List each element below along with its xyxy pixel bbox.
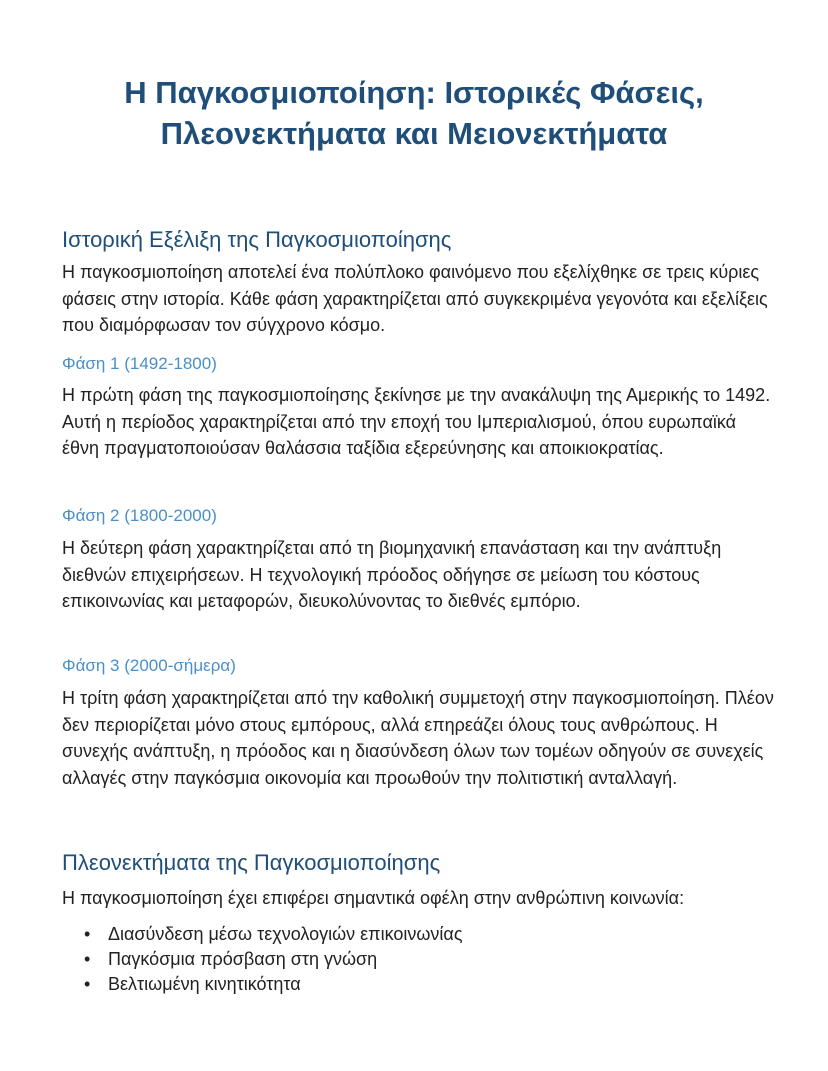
phase-3-heading: Φάση 3 (2000-σήμερα) [62,656,236,675]
document-title-line-1: Η Παγκοσμιοποίηση: Ιστορικές Φάσεις, [124,75,704,110]
list-item [62,947,463,972]
phase-1-heading: Φάση 1 (1492-1800) [62,354,217,373]
advantages-list [62,922,463,997]
bullet-icon: • [84,974,91,994]
phase-1-paragraph: Η πρώτη φάση της παγκοσμιοποίησης ξεκίνησε με την ανακάλυψη της Αμερικής το 1492. Αυτή η περίοδος χαρακτηρίζεται από την εποχή του Ιμπεριαλισμού, όπου ευρωπαϊκά έθνη πραγματοποιούσαν θαλάσσια ταξίδια εξερεύνησης και αποικιοκρατίας. [62,385,771,458]
advantages-intro-paragraph: Η παγκοσμιοποίηση έχει επιφέρει σημαντικά οφέλη στην ανθρώπινη κοινωνία: [62,888,685,908]
list-item [62,972,463,997]
bullet-icon: • [84,924,91,944]
list-item [62,922,463,947]
list-item-text: Παγκόσμια πρόσβαση στη γνώση [108,949,378,969]
phase-2-paragraph: Η δεύτερη φάση χαρακτηρίζεται από τη βιομηχανική επανάσταση και την ανάπτυξη διεθνών επιχειρήσεων. Η τεχνολογική πρόοδος οδήγησε σε μείωση του κόστους επικοινωνίας και μεταφορών, διευκολύνοντας το διεθνές εμπόριο. [62,538,722,611]
history-section-heading: Ιστορική Εξέλιξη της Παγκοσμιοποίησης [62,227,452,252]
phase-3-paragraph: Η τρίτη φάση χαρακτηρίζεται από την καθολική συμμετοχή στην παγκοσμιοποίηση. Πλέον δεν περιορίζεται μόνο στους εμπόρους, αλλά επηρεάζει όλους τους ανθρώπους. Η συνεχής ανάπτυξη, η πρόοδος και η διασύνδεση όλων των τομέων οδηγούν σε συνεχείς αλλαγές στην παγκόσμια οικονομία και προωθούν την πολιτιστική ανταλλαγή. [62,688,774,788]
bullet-icon: • [84,949,91,969]
history-intro-paragraph: Η παγκοσμιοποίηση αποτελεί ένα πολύπλοκο φαινόμενο που εξελίχθηκε σε τρεις κύριες φάσεις στην ιστορία. Κάθε φάση χαρακτηρίζεται από συγκεκριμένα γεγονότα και εξελίξεις που διαμόρφωσαν τον σύγχρονο κόσμο. [62,262,768,335]
list-item-text: Διασύνδεση μέσω τεχνολογιών επικοινωνίας [108,924,463,944]
advantages-section-heading: Πλεονεκτήματα της Παγκοσμιοποίησης [62,850,441,875]
list-item-text: Βελτιωμένη κινητικότητα [108,974,301,994]
document-title-line-2: Πλεονεκτήματα και Μειονεκτήματα [160,116,668,151]
phase-2-heading: Φάση 2 (1800-2000) [62,506,217,525]
document-title [60,72,768,154]
